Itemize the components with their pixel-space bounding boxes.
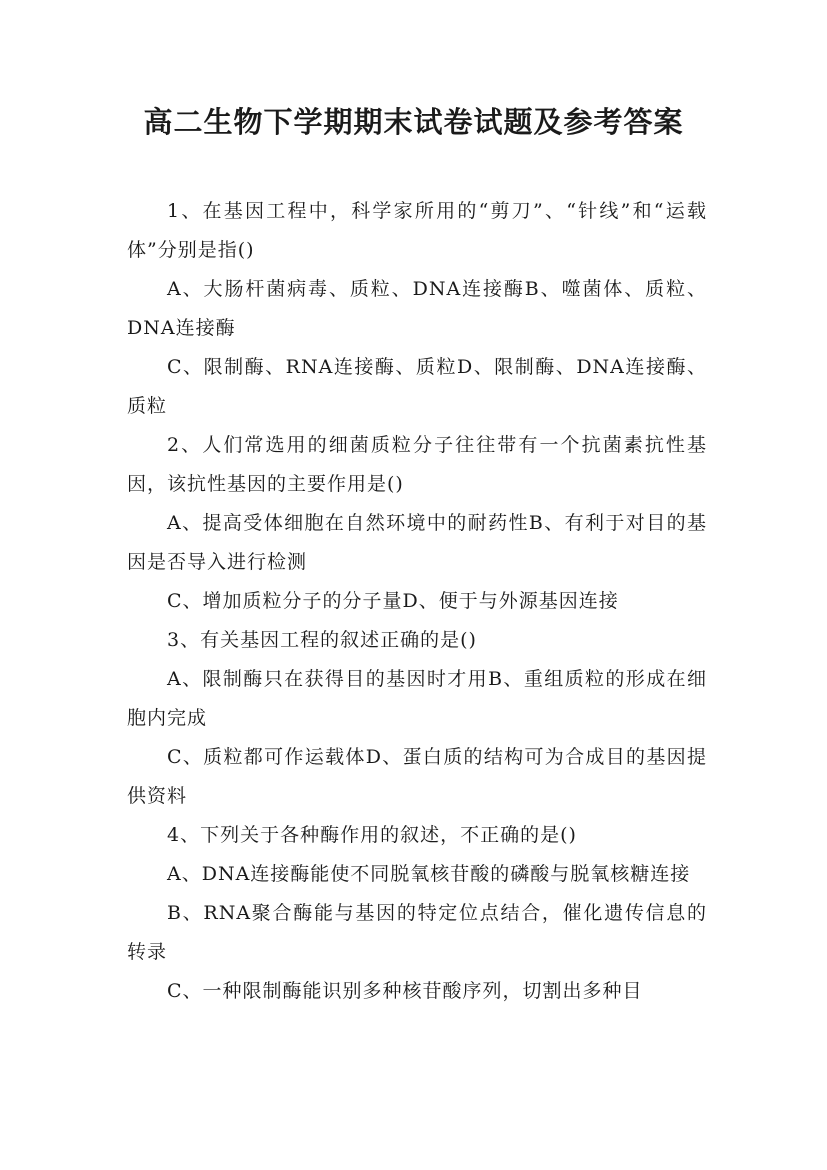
question-2-stem: 2、人们常选用的细菌质粒分子往往带有一个抗菌素抗性基因，该抗性基因的主要作用是() — [127, 434, 707, 495]
question-1-options-ab: A、大肠杆菌病毒、质粒、DNA连接酶B、噬菌体、质粒、DNA连接酶 — [127, 278, 707, 339]
question-1-options-cd: C、限制酶、RNA连接酶、质粒D、限制酶、DNA连接酶、质粒 — [127, 356, 707, 417]
document-title: 高二生物下学期期末试卷试题及参考答案 — [143, 105, 684, 139]
question-2-options-ab: A、提高受体细胞在自然环境中的耐药性B、有利于对目的基因是否导入进行检测 — [127, 512, 707, 573]
question-3-options-cd: C、质粒都可作运载体D、蛋白质的结构可为合成目的基因提供资料 — [127, 746, 707, 807]
question-3-options-ab: A、限制酶只在获得目的基因时才用B、重组质粒的形成在细胞内完成 — [127, 668, 707, 729]
document-body — [127, 192, 707, 1011]
question-4-stem: 4、下列关于各种酶作用的叙述，不正确的是() — [167, 824, 577, 846]
question-4-option-a: A、DNA连接酶能使不同脱氧核苷酸的磷酸与脱氧核糖连接 — [167, 863, 691, 885]
question-3-stem: 3、有关基因工程的叙述正确的是() — [167, 629, 477, 651]
question-1-stem: 1、在基因工程中，科学家所用的“剪刀”、“针线”和“运载体”分别是指() — [127, 200, 707, 261]
question-2-options-cd: C、增加质粒分子的分子量D、便于与外源基因连接 — [167, 590, 619, 612]
question-4-option-c: C、一种限制酶能识别多种核苷酸序列，切割出多种目 — [167, 980, 643, 1002]
question-4-option-b: B、RNA聚合酶能与基因的特定位点结合，催化遗传信息的转录 — [127, 902, 707, 963]
